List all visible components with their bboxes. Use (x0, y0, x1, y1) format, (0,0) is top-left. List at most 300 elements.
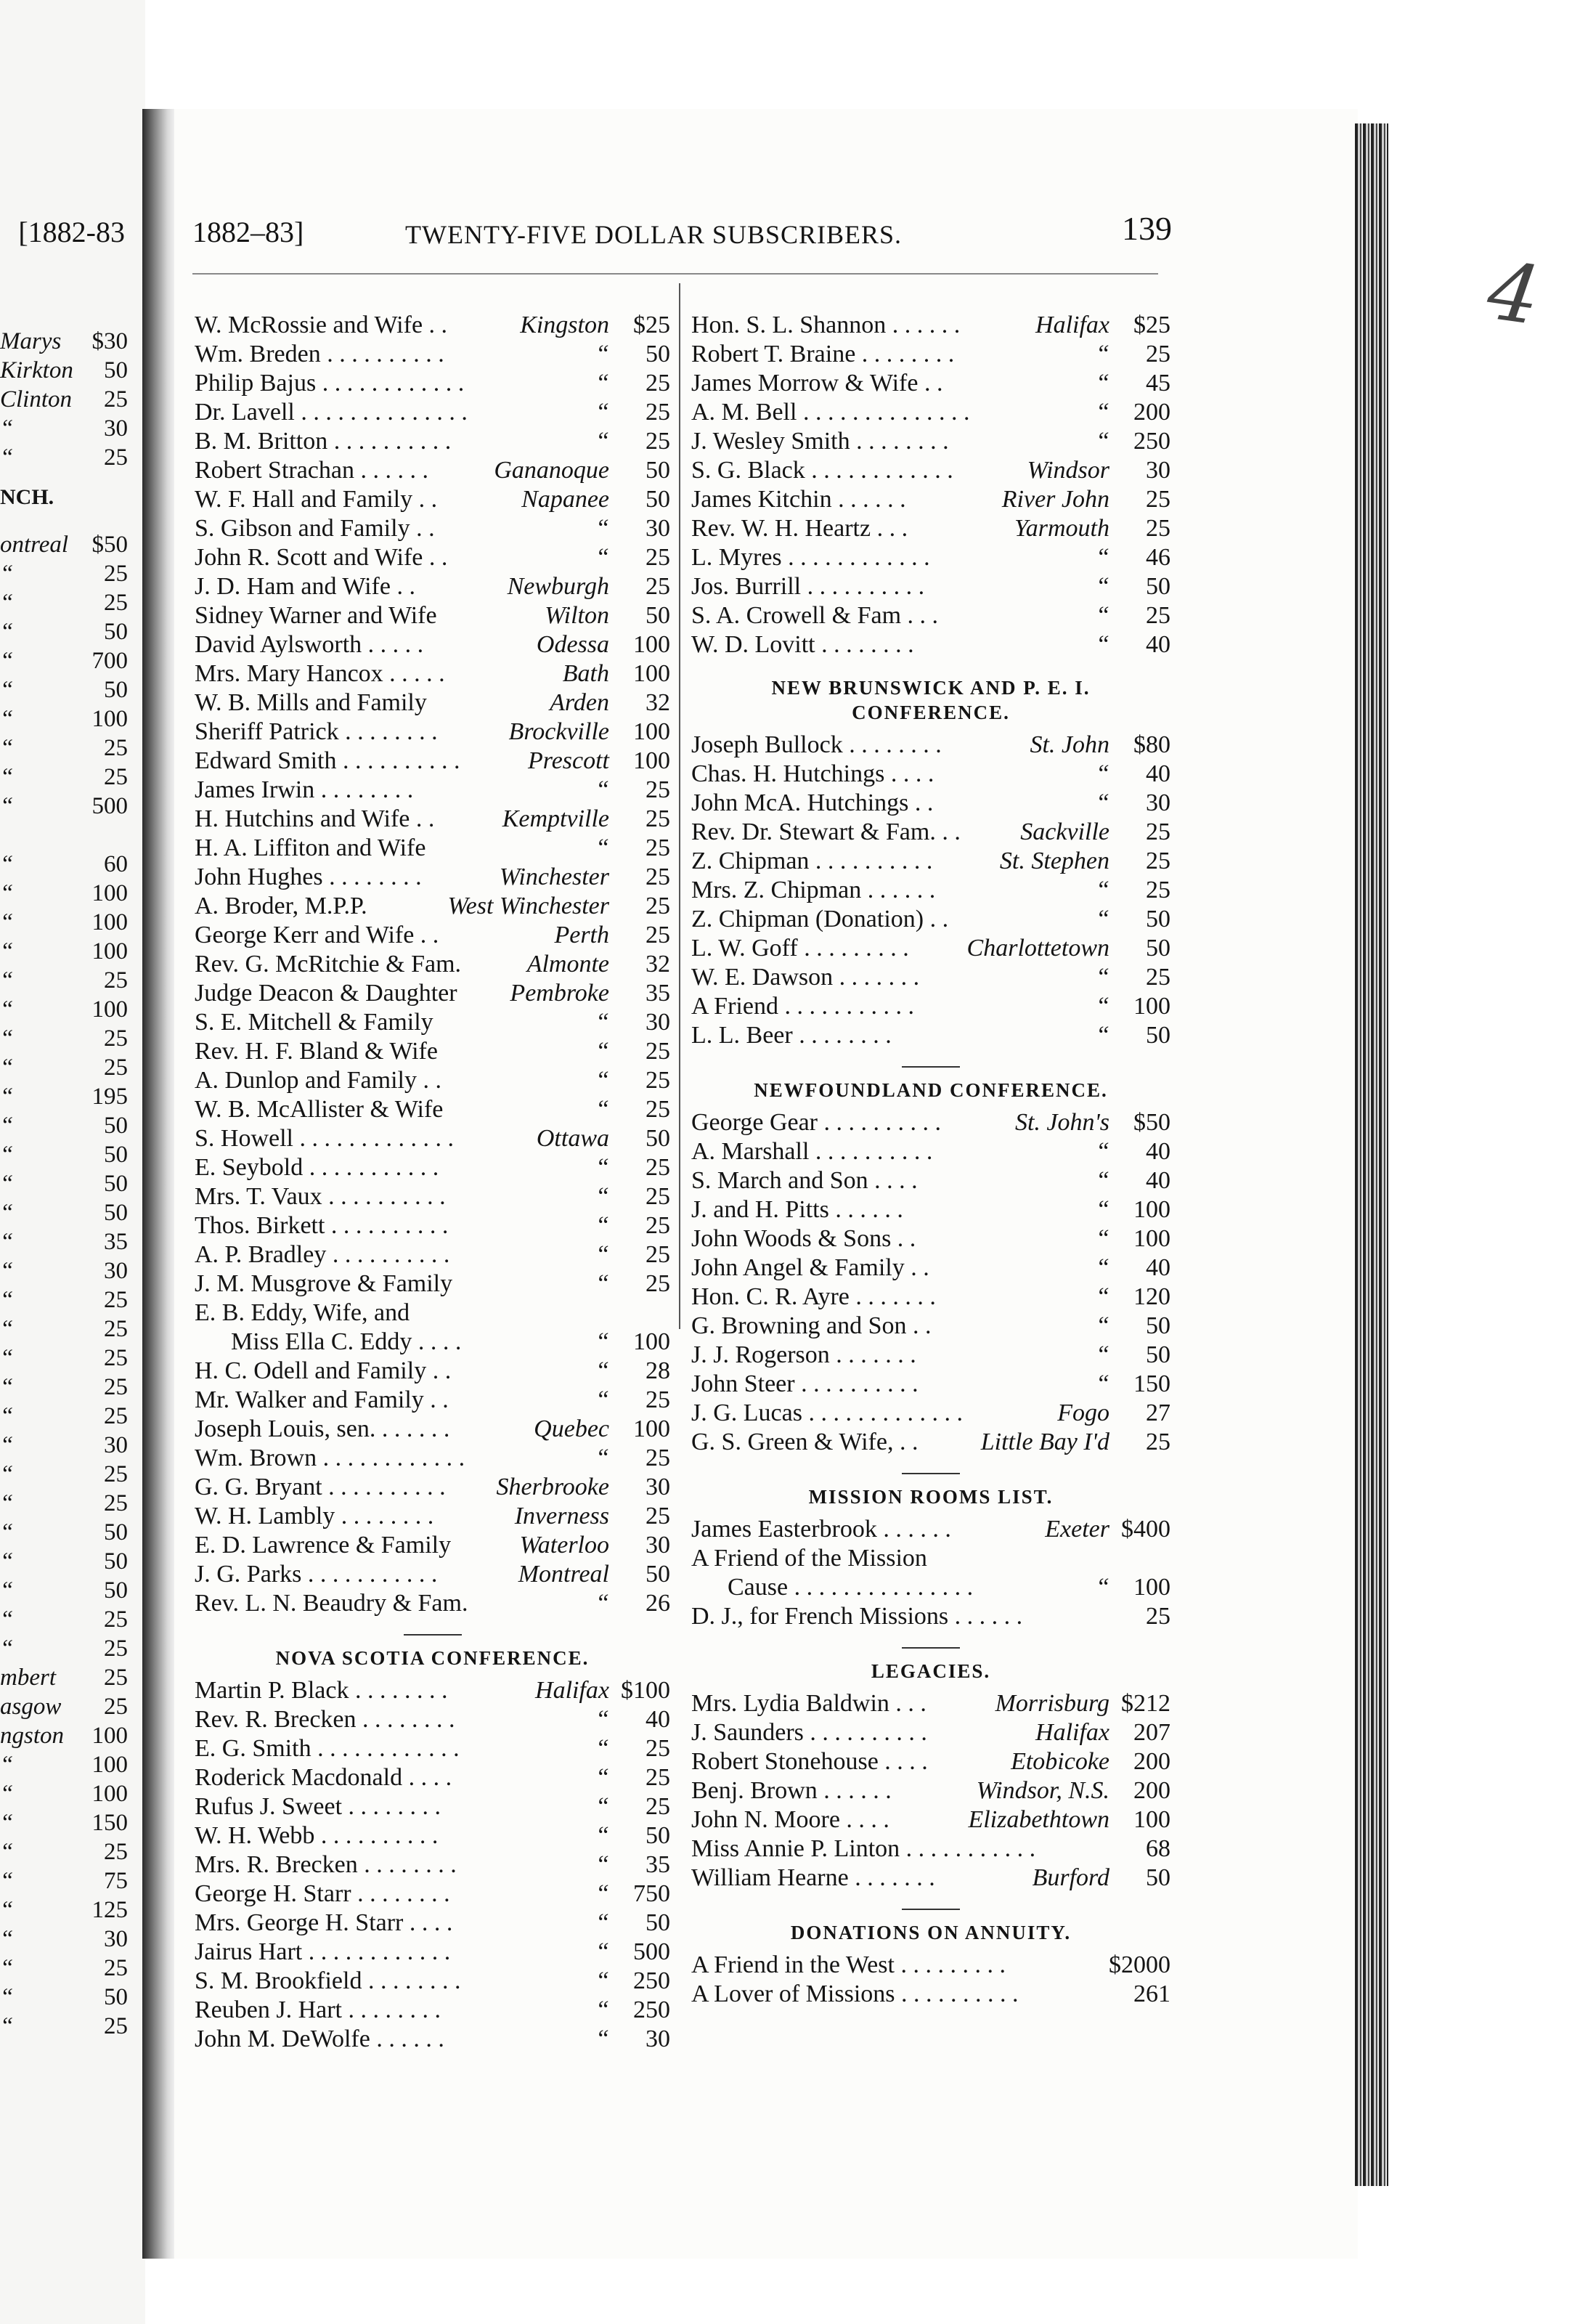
facing-page-amount: 25 (104, 1490, 128, 1516)
subscriber-place: Fogo (1057, 1399, 1109, 1426)
facing-page-place: “ (0, 1084, 14, 1110)
facing-page-place: “ (0, 1548, 14, 1575)
subscriber-name: W. E. Dawson . . . . . . . (691, 964, 920, 991)
facing-page-place: ontreal (0, 532, 69, 558)
subscriber-row (691, 934, 1170, 963)
subscriber-amount: 50 (1146, 573, 1170, 600)
facing-page-row (0, 1837, 128, 1866)
subscriber-amount: 25 (646, 370, 670, 397)
subscriber-amount: 30 (1146, 789, 1170, 816)
subscriber-amount: 28 (646, 1357, 670, 1384)
subscriber-row (691, 1399, 1170, 1428)
facing-page-amount: 100 (91, 1781, 128, 1807)
facing-page-amount: $50 (91, 532, 128, 558)
header-rule (192, 273, 1158, 275)
subscriber-amount: 50 (1146, 1312, 1170, 1339)
section-heading: NEW BRUNSWICK AND P. E. I. CONFERENCE. (771, 677, 1091, 723)
subscriber-name: A. Dunlop and Family . . (195, 1067, 441, 1094)
subscriber-name: W. H. Webb . . . . . . . . . . (195, 1822, 439, 1849)
facing-page-amount: 25 (104, 1461, 128, 1487)
subscriber-row (195, 543, 670, 572)
subscriber-place: “ (595, 1764, 609, 1791)
subscriber-place: “ (1096, 906, 1109, 933)
subscriber-place: Kemptville (502, 805, 609, 832)
facing-page-amount: 500 (91, 793, 128, 819)
subscriber-amount: 150 (1133, 1370, 1170, 1397)
subscriber-place: “ (1096, 1370, 1109, 1397)
subscriber-place: “ (1096, 1312, 1109, 1339)
facing-page-amount: 100 (91, 880, 128, 906)
subscriber-name: Wm. Brown . . . . . . . . . . . . (195, 1445, 465, 1471)
facing-page-place: “ (0, 1345, 14, 1371)
facing-page-row (0, 908, 128, 937)
subscriber-name: Rev. R. Brecken . . . . . . . . (195, 1706, 455, 1733)
subscriber-row (195, 1415, 670, 1444)
facing-page-amount: 25 (104, 1055, 128, 1081)
subscriber-row (195, 1095, 670, 1124)
facing-page-amount: 100 (91, 909, 128, 935)
facing-page-row (0, 821, 128, 850)
subscriber-name: A Friend of the Mission (691, 1545, 927, 1572)
subscriber-name: Robert Strachan . . . . . . (195, 457, 428, 484)
subscriber-place: “ (595, 1938, 609, 1965)
subscriber-name: John N. Moore . . . . (691, 1806, 889, 1833)
subscriber-place: “ (595, 1909, 609, 1936)
subscriber-row (195, 2025, 670, 2054)
subscriber-name: Mrs. Lydia Baldwin . . . (691, 1690, 927, 1717)
subscriber-name: George H. Starr . . . . . . . . (195, 1880, 450, 1907)
subscriber-place: “ (1096, 573, 1109, 600)
subscriber-name: Mrs. George H. Starr . . . . (195, 1909, 453, 1936)
subscriber-name: A. P. Bradley . . . . . . . . . . (195, 1241, 450, 1268)
subscriber-name: A Friend in the West . . . . . . . . . (691, 1951, 1006, 1978)
subscriber-name: James Morrow & Wife . . (691, 370, 943, 397)
facing-page-place: “ (0, 1781, 14, 1807)
facing-page-row (0, 1431, 128, 1460)
subscriber-amount: 50 (1146, 1341, 1170, 1368)
subscriber-amount: 30 (646, 1532, 670, 1559)
facing-page-amount: 50 (104, 357, 128, 383)
facing-page-amount: 50 (104, 1548, 128, 1575)
subscriber-row (195, 1299, 670, 1328)
subscriber-amount: 25 (646, 805, 670, 832)
subscriber-place: “ (1096, 1225, 1109, 1252)
subscriber-name: E. Seybold . . . . . . . . . . . (195, 1154, 439, 1181)
subscriber-name: Cause . . . . . . . . . . . . . . . (728, 1574, 974, 1601)
subscriber-name: Hon. C. R. Ayre . . . . . . . (691, 1283, 936, 1310)
subscriber-place: Bath (562, 660, 609, 687)
subscriber-place: “ (1096, 993, 1109, 1020)
facing-page-row (0, 704, 128, 734)
facing-page-amount: 50 (104, 619, 128, 645)
facing-page-amount: 25 (104, 386, 128, 413)
subscriber-name: E. D. Lawrence & Family (195, 1532, 452, 1559)
subscriber-row (691, 818, 1170, 847)
subscriber-row (195, 1560, 670, 1589)
subscriber-row (195, 514, 670, 543)
subscriber-place: Exeter (1045, 1516, 1109, 1543)
subscriber-name: Edward Smith . . . . . . . . . . (195, 747, 460, 774)
subscriber-amount: 40 (1146, 760, 1170, 787)
subscriber-name: E. G. Smith . . . . . . . . . . . . (195, 1735, 460, 1762)
subscriber-amount: 100 (1133, 1196, 1170, 1223)
subscriber-place: Odessa (536, 631, 609, 658)
subscriber-amount: 25 (1146, 848, 1170, 874)
facing-page-row (0, 1954, 128, 1983)
subscriber-row (691, 847, 1170, 876)
subscriber-amount: 50 (1146, 1864, 1170, 1891)
facing-page-row (0, 1024, 128, 1053)
subscriber-name: Philip Bajus . . . . . . . . . . . . (195, 370, 465, 397)
subscriber-name: Roderick Macdonald . . . . (195, 1764, 452, 1791)
subscriber-row (691, 543, 1170, 572)
facing-page-place: “ (0, 1229, 14, 1255)
facing-page-row (0, 1866, 128, 1896)
subscriber-name: S. Howell . . . . . . . . . . . . . (195, 1125, 454, 1152)
facing-page-place: “ (0, 1636, 14, 1662)
facing-page-amount: 25 (104, 1636, 128, 1662)
facing-page-place: “ (0, 444, 14, 471)
subscriber-name: H. A. Liffiton and Wife (195, 834, 426, 861)
subscriber-place: “ (1096, 370, 1109, 397)
facing-page-place: “ (0, 851, 14, 877)
subscriber-place: “ (595, 544, 609, 571)
facing-page-place: “ (0, 561, 14, 587)
subscriber-row (195, 776, 670, 805)
facing-page-amount: 25 (104, 1345, 128, 1371)
facing-page-place: Kirkton (0, 357, 73, 383)
subscriber-name: S. M. Brookfield . . . . . . . . (195, 1967, 461, 1994)
subscriber-amount: $100 (621, 1677, 670, 1704)
subscriber-amount: 68 (1146, 1835, 1170, 1862)
subscriber-amount: 25 (646, 864, 670, 890)
subscriber-place: “ (595, 1793, 609, 1820)
subscriber-place: Morrisburg (995, 1690, 1109, 1717)
subscriber-name: Rufus J. Sweet . . . . . . . . (195, 1793, 441, 1820)
facing-page-place: “ (0, 619, 14, 645)
subscriber-row (195, 1792, 670, 1821)
subscriber-place: “ (595, 1270, 609, 1297)
subscriber-place: “ (595, 428, 609, 455)
subscriber-row (691, 398, 1170, 427)
facing-page-row (0, 1518, 128, 1547)
facing-page-amount: $30 (91, 328, 128, 354)
subscriber-row (691, 572, 1170, 601)
subscriber-row (691, 369, 1170, 398)
subscriber-place: “ (595, 1735, 609, 1762)
facing-page-place: “ (0, 706, 14, 732)
subscriber-amount: 100 (633, 1328, 670, 1355)
subscriber-name: John Angel & Family . . (691, 1254, 929, 1281)
subscriber-row (195, 340, 670, 369)
facing-page-row (0, 1344, 128, 1373)
subscriber-name: Judge Deacon & Daughter (195, 980, 457, 1007)
subscriber-name: J. Saunders . . . . . . . . . . (691, 1719, 927, 1746)
facing-page-amount: 25 (104, 1025, 128, 1052)
subscriber-place: “ (1096, 1196, 1109, 1223)
subscriber-row (195, 1328, 670, 1357)
subscriber-name: H. C. Odell and Family . . (195, 1357, 452, 1384)
facing-page-amount: 25 (104, 1316, 128, 1342)
subscriber-row (195, 1386, 670, 1415)
subscriber-amount: 30 (646, 1474, 670, 1500)
subscriber-name: John M. DeWolfe . . . . . . (195, 2026, 444, 2052)
subscriber-name: L. Myres . . . . . . . . . . . . (691, 544, 930, 571)
facing-page-row (0, 1169, 128, 1198)
subscriber-name: George Kerr and Wife . . (195, 922, 439, 948)
subscriber-amount: 35 (646, 980, 670, 1007)
subscriber-place: “ (1096, 1283, 1109, 1310)
subscriber-place: Etobicoke (1011, 1748, 1109, 1775)
facing-page-amount: 50 (104, 1577, 128, 1604)
subscriber-place: “ (1096, 341, 1109, 367)
facing-page-row (0, 1663, 128, 1692)
subscriber-amount: 25 (646, 1241, 670, 1268)
subscriber-row (691, 311, 1170, 340)
subscriber-name: Z. Chipman (Donation) . . (691, 906, 949, 933)
subscriber-row (195, 1240, 670, 1269)
facing-page-row (0, 1402, 128, 1431)
subscriber-place: Prescott (527, 747, 609, 774)
facing-page-row (0, 1605, 128, 1634)
facing-page-amount: 25 (104, 1287, 128, 1313)
facing-page-place: “ (0, 1258, 14, 1284)
subscriber-row (195, 1473, 670, 1502)
subscriber-place: Pembroke (510, 980, 609, 1007)
facing-page-amount: 700 (91, 648, 128, 674)
subscriber-amount: 100 (1133, 993, 1170, 1020)
subscriber-row (195, 1705, 670, 1734)
subscriber-amount: 25 (646, 1793, 670, 1820)
subscriber-amount: 30 (646, 1009, 670, 1036)
subscriber-row (195, 1909, 670, 1938)
facing-page-place: “ (0, 1810, 14, 1836)
subscriber-name: Robert T. Braine . . . . . . . . (691, 341, 955, 367)
facing-page-row (0, 1140, 128, 1169)
subscriber-row (691, 630, 1170, 659)
subscriber-place: Elizabethtown (968, 1806, 1109, 1833)
subscriber-amount: 100 (633, 660, 670, 687)
subscriber-place: “ (595, 834, 609, 861)
subscriber-row (195, 369, 670, 398)
subscriber-place: “ (595, 1154, 609, 1181)
facing-page-row (0, 966, 128, 995)
facing-page-place: “ (0, 1403, 14, 1429)
subscriber-place: Halifax (1035, 312, 1109, 338)
subscriber-name: Martin P. Black . . . . . . . . (195, 1677, 448, 1704)
subscriber-place: “ (1096, 789, 1109, 816)
subscriber-amount: 25 (646, 1386, 670, 1413)
subscriber-place: “ (1096, 544, 1109, 571)
subscriber-name: H. Hutchins and Wife . . (195, 805, 435, 832)
subscriber-place: “ (1096, 1254, 1109, 1281)
subscriber-row (195, 1763, 670, 1792)
section-heading: DONATIONS ON ANNUITY. (691, 1893, 1170, 1951)
section-heading: NEWFOUNDLAND CONFERENCE. (691, 1050, 1170, 1108)
column-divider (679, 283, 680, 1329)
facing-page-amount: 60 (104, 851, 128, 877)
facing-page-amount: 100 (91, 1723, 128, 1749)
subscriber-place: Montreal (518, 1561, 609, 1588)
facing-page-place: “ (0, 735, 14, 761)
subscriber-place: Yarmouth (1014, 515, 1109, 542)
facing-page-row (0, 1489, 128, 1518)
facing-page-amount: 150 (91, 1810, 128, 1836)
facing-page-place: “ (0, 1461, 14, 1487)
subscriber-row (195, 1996, 670, 2025)
facing-page-place: ngston (0, 1723, 65, 1749)
subscriber-amount: 50 (1146, 1022, 1170, 1049)
subscriber-row (691, 1137, 1170, 1166)
facing-page-place: “ (0, 590, 14, 616)
facing-page-row (0, 1896, 128, 1925)
subscriber-name: Rev. G. McRitchie & Fam. (195, 951, 462, 978)
facing-page-amount: 25 (104, 1694, 128, 1720)
facing-page-amount: 50 (104, 1984, 128, 2010)
subscriber-place: Gananoque (494, 457, 609, 484)
subscriber-amount: 25 (646, 1154, 670, 1181)
subscriber-name: J. J. Rogerson . . . . . . . (691, 1341, 916, 1368)
subscriber-place: “ (595, 1038, 609, 1065)
subscriber-place: “ (595, 341, 609, 367)
facing-page-place: asgow (0, 1694, 62, 1720)
subscriber-amount: 40 (1146, 1254, 1170, 1281)
subscriber-place: Napanee (521, 486, 609, 513)
subscriber-place: “ (595, 1009, 609, 1036)
facing-page-row (0, 646, 128, 675)
subscriber-amount: 40 (1146, 1167, 1170, 1194)
subscriber-place: “ (1096, 399, 1109, 426)
subscriber-name: John R. Scott and Wife . . (195, 544, 448, 571)
subscriber-amount: 25 (646, 776, 670, 803)
subscriber-place: “ (595, 1445, 609, 1471)
subscriber-place: Windsor (1027, 457, 1109, 484)
subscriber-name: G. G. Bryant . . . . . . . . . . (195, 1474, 446, 1500)
subscriber-name: James Kitchin . . . . . . (691, 486, 906, 513)
subscriber-row (195, 1066, 670, 1095)
facing-page-place: Clinton (0, 386, 73, 413)
facing-page-place: “ (0, 415, 14, 442)
subscriber-amount: 50 (1146, 906, 1170, 933)
subscriber-name: Dr. Lavell . . . . . . . . . . . . . . (195, 399, 468, 426)
subscriber-place: “ (595, 399, 609, 426)
subscriber-row (195, 688, 670, 718)
subscriber-row (691, 1951, 1170, 1980)
subscriber-place: “ (1096, 877, 1109, 903)
facing-page-row (0, 675, 128, 704)
subscriber-place: Ottawa (536, 1125, 609, 1152)
subscriber-place: “ (595, 1967, 609, 1994)
subscriber-row (691, 1283, 1170, 1312)
subscriber-place (1109, 1602, 1117, 1631)
subscriber-amount: 250 (633, 1967, 670, 1994)
subscriber-place: St. Stephen (999, 848, 1109, 874)
subscriber-row (691, 1254, 1170, 1283)
subscriber-name: Hon. S. L. Shannon . . . . . . (691, 312, 961, 338)
subscriber-amount: 50 (646, 341, 670, 367)
facing-page-amount: 50 (104, 1171, 128, 1197)
subscriber-row (195, 1182, 670, 1211)
section-heading: LEGACIES. (691, 1631, 1170, 1689)
subscriber-row (691, 1776, 1170, 1805)
subscriber-row (691, 1428, 1170, 1457)
facing-page-amount: 30 (104, 1258, 128, 1284)
subscriber-row (691, 1689, 1170, 1718)
book-gutter (142, 109, 176, 2259)
subscriber-row (691, 963, 1170, 992)
subscriber-amount: 30 (646, 2026, 670, 2052)
subscriber-name: William Hearne . . . . . . . (691, 1864, 935, 1891)
subscriber-name: Jairus Hart . . . . . . . . . . . . (195, 1938, 451, 1965)
subscriber-place: “ (1096, 428, 1109, 455)
subscriber-name: E. B. Eddy, Wife, and (195, 1299, 410, 1326)
subscriber-amount: 25 (646, 922, 670, 948)
subscriber-place: “ (1096, 1574, 1109, 1601)
facing-page-place: “ (0, 1490, 14, 1516)
facing-page-row (0, 1692, 128, 1721)
subscriber-place (1101, 1951, 1109, 1980)
facing-page-row (0, 327, 128, 356)
subscriber-amount: 25 (1146, 1429, 1170, 1455)
facing-page-place: “ (0, 764, 14, 790)
subscriber-name: Miss Ella C. Eddy . . . . (231, 1328, 462, 1355)
subscriber-row (195, 1124, 670, 1153)
subscriber-row (195, 398, 670, 427)
subscriber-row (691, 1312, 1170, 1341)
page-edges (1355, 123, 1388, 2186)
subscriber-amount: 100 (633, 747, 670, 774)
subscriber-row (691, 514, 1170, 543)
subscriber-name: J. Wesley Smith . . . . . . . . (691, 428, 949, 455)
subscriber-amount: 261 (1133, 1980, 1170, 2007)
subscriber-place: “ (595, 1357, 609, 1384)
subscriber-place: “ (595, 1822, 609, 1849)
subscriber-amount: 100 (633, 718, 670, 745)
subscriber-amount: 40 (646, 1706, 670, 1733)
facing-page-amount: 25 (104, 2013, 128, 2039)
subscriber-name: John Hughes . . . . . . . . (195, 864, 422, 890)
subscriber-name: W. F. Hall and Family . . (195, 486, 438, 513)
facing-page-row (0, 1053, 128, 1082)
facing-page-place: “ (0, 1955, 14, 1981)
subscriber-amount: 25 (646, 1038, 670, 1065)
subscriber-name: George Gear . . . . . . . . . . (691, 1109, 942, 1136)
subscriber-name: Miss Annie P. Linton . . . . . . . . . . . (691, 1835, 1036, 1862)
subscriber-amount: 50 (646, 1561, 670, 1588)
facing-page-row (0, 1779, 128, 1808)
subscriber-name: Rev. W. H. Heartz . . . (691, 515, 908, 542)
subscriber-place: “ (1096, 1341, 1109, 1368)
subscriber-row (691, 1515, 1170, 1544)
subscriber-row (195, 1502, 670, 1531)
facing-page-row (0, 530, 128, 559)
facing-page-place: “ (0, 1577, 14, 1604)
subscriber-amount: 25 (646, 1067, 670, 1094)
subscriber-row (195, 950, 670, 979)
subscriber-row (195, 1734, 670, 1763)
subscriber-place: “ (595, 1067, 609, 1094)
subscriber-row (691, 876, 1170, 905)
subscriber-row (195, 718, 670, 747)
subscriber-place: Sackville (1020, 818, 1109, 845)
subscriber-amount: 26 (646, 1590, 670, 1617)
facing-page-amount: 195 (91, 1084, 128, 1110)
subscriber-place: St. John (1030, 731, 1109, 758)
subscriber-place: Arden (550, 689, 609, 716)
subscriber-amount: $25 (1133, 312, 1170, 338)
subscriber-amount: 50 (646, 1909, 670, 1936)
subscriber-name: James Irwin . . . . . . . . (195, 776, 414, 803)
